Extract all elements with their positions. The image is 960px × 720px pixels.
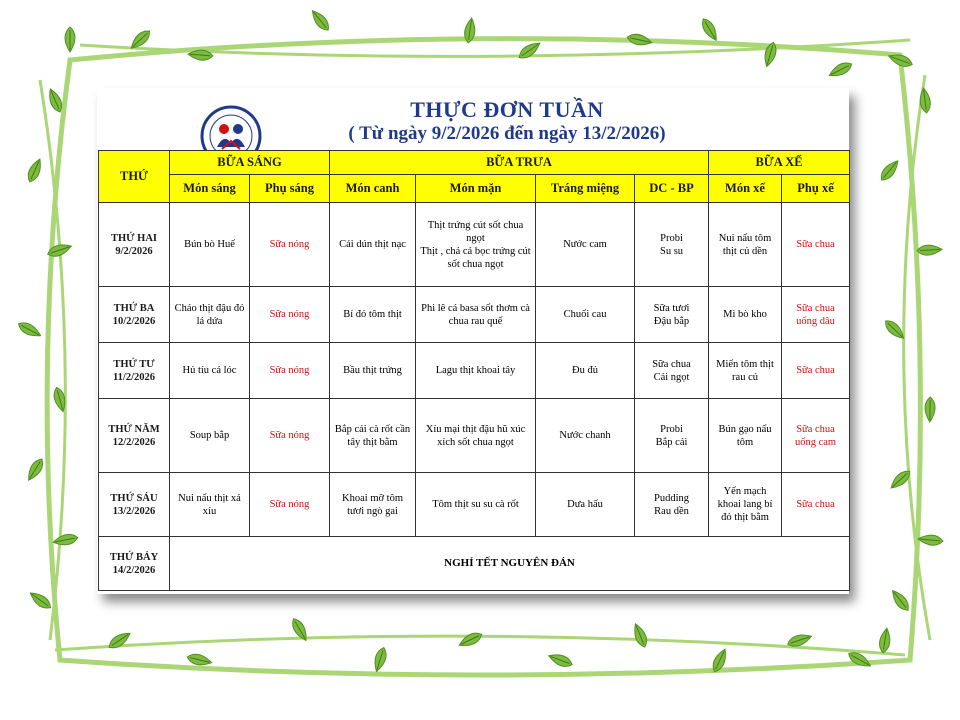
- cell-mon-xe: Nui nấu tôm thịt củ dền: [709, 203, 782, 287]
- cell-mon-xe: Mì bò kho: [709, 287, 782, 343]
- cell-mon-man: Thịt trứng cút sốt chua ngọt Thịt , chả cá bọc trứng cút sốt chua ngọt: [416, 203, 536, 287]
- leaf-icon: [878, 627, 892, 653]
- cell-phu-xe: Sữa chua uống dâu: [782, 287, 850, 343]
- day-cell: [99, 203, 170, 287]
- cell-phu-xe: Sữa chua: [782, 203, 850, 287]
- cell-trang-mieng: Đu đủ: [536, 343, 635, 399]
- leaf-icon: [24, 456, 46, 483]
- day-date: 10/2/2026: [112, 315, 156, 327]
- cell-trang-mieng: Chuối cau: [536, 287, 635, 343]
- cell-mon-canh: Khoai mỡ tôm tươi ngò gai: [330, 473, 416, 537]
- leaf-icon: [457, 630, 484, 650]
- header-mon-sang: Món sáng: [170, 175, 250, 203]
- day-cell: [99, 399, 170, 473]
- weekly-menu-table: [98, 150, 850, 591]
- cell-mon-sang: Bún bò Huế: [170, 203, 250, 287]
- leaf-icon: [918, 534, 944, 546]
- cell-mon-man: Phi lê cá basa sốt thơm cà chua rau quế: [416, 287, 536, 343]
- cell-trang-mieng: Dưa hấu: [536, 473, 635, 537]
- day-cell: [99, 537, 170, 591]
- cell-phu-xe: Sữa chua: [782, 343, 850, 399]
- cell-mon-canh: Bầu thịt trứng: [330, 343, 416, 399]
- cell-mon-sang: Hủ tíu cá lóc: [170, 343, 250, 399]
- leaf-icon: [25, 157, 44, 184]
- table-row: [99, 203, 850, 287]
- cell-trang-mieng: Nước cam: [536, 203, 635, 287]
- page-subtitle: ( Từ ngày 9/2/2026 đến ngày 13/2/2026): [348, 123, 666, 144]
- leaf-icon: [65, 27, 75, 52]
- cell-phu-sang: Sữa nóng: [250, 399, 330, 473]
- cell-trang-mieng: Nước chanh: [536, 399, 635, 473]
- cell-dc-bp: Probi Bắp cải: [635, 399, 709, 473]
- cell-phu-sang: Sữa nóng: [250, 203, 330, 287]
- leaf-icon: [52, 533, 78, 548]
- leaf-icon: [16, 319, 43, 340]
- leaf-icon: [917, 244, 942, 255]
- table-row: [99, 473, 850, 537]
- cell-dc-bp: Sữa chua Cải ngọt: [635, 343, 709, 399]
- cell-mon-man: Tôm thịt su su cà rốt: [416, 473, 536, 537]
- header-phu-xe: Phụ xế: [782, 175, 850, 203]
- header-mon-xe: Món xế: [709, 175, 782, 203]
- cell-mon-xe: Miến tôm thịt rau củ: [709, 343, 782, 399]
- day-date: 13/2/2026: [112, 505, 156, 517]
- header-mon-canh: Món canh: [330, 175, 416, 203]
- page-title: THỰC ĐƠN TUẦN: [410, 97, 604, 122]
- day-name: THỨ TƯ: [113, 358, 155, 370]
- header-dc-bp: DC - BP: [635, 175, 709, 203]
- day-name: THỨ NĂM: [108, 423, 160, 435]
- header-phu-sang: Phụ sáng: [250, 175, 330, 203]
- day-cell: [99, 287, 170, 343]
- table-row: [99, 287, 850, 343]
- cell-phu-xe: Sữa chua: [782, 473, 850, 537]
- leaf-icon: [626, 32, 653, 47]
- leaf-icon: [889, 587, 912, 613]
- table-row-holiday: [99, 537, 850, 591]
- cell-mon-sang: Cháo thịt đậu đỏ lá dứa: [170, 287, 250, 343]
- cell-phu-xe: Sữa chua uống cam: [782, 399, 850, 473]
- table-row: [99, 399, 850, 473]
- cell-dc-bp: Probi Su su: [635, 203, 709, 287]
- day-name: THỨ BA: [113, 302, 155, 314]
- day-date: 14/2/2026: [112, 564, 156, 576]
- cell-phu-sang: Sữa nóng: [250, 287, 330, 343]
- leaf-icon: [106, 629, 132, 651]
- leaf-icon: [309, 8, 333, 34]
- leaf-icon: [699, 16, 720, 43]
- leaf-icon: [631, 622, 650, 649]
- leaf-icon: [516, 39, 542, 62]
- cell-mon-xe: Bún gạo nấu tôm: [709, 399, 782, 473]
- header-bua-trua: BỮA TRƯA: [330, 151, 709, 175]
- cell-mon-canh: Bí đỏ tôm thịt: [330, 287, 416, 343]
- cell-mon-canh: Cải dún thịt nạc: [330, 203, 416, 287]
- table-row: [99, 343, 850, 399]
- day-cell: [99, 473, 170, 537]
- menu-sheet: [97, 88, 849, 594]
- leaf-icon: [878, 158, 902, 184]
- day-date: 9/2/2026: [115, 245, 153, 257]
- cell-mon-xe: Yến mạch khoai lang bí đỏ thịt bằm: [709, 473, 782, 537]
- day-date: 12/2/2026: [112, 436, 156, 448]
- cell-dc-bp: Pudding Rau dền: [635, 473, 709, 537]
- header-bua-xe: BỮA XẾ: [709, 151, 850, 175]
- leaf-icon: [547, 651, 574, 669]
- holiday-note: NGHỈ TẾT NGUYÊN ĐÁN: [170, 537, 850, 591]
- header-mon-man: Món mặn: [416, 175, 536, 203]
- day-name: THỨ HAI: [111, 232, 157, 244]
- cell-dc-bp: Sữa tươi Đậu bắp: [635, 287, 709, 343]
- leaf-icon: [827, 60, 854, 80]
- header-trang-mieng: Tráng miệng: [536, 175, 635, 203]
- cell-mon-sang: Soup bắp: [170, 399, 250, 473]
- cell-phu-sang: Sữa nóng: [250, 473, 330, 537]
- cell-mon-sang: Nui nấu thịt xá xíu: [170, 473, 250, 537]
- cell-phu-sang: Sữa nóng: [250, 343, 330, 399]
- leaf-icon: [186, 652, 213, 667]
- cell-mon-canh: Bắp cải cà rốt cần tây thịt bằm: [330, 399, 416, 473]
- leaf-icon: [925, 397, 935, 422]
- header-thu: THỨ: [99, 151, 170, 203]
- day-cell: [99, 343, 170, 399]
- day-name: THỨ SÁU: [110, 492, 158, 504]
- header-bua-sang: BỮA SÁNG: [170, 151, 330, 175]
- leaf-icon: [372, 646, 389, 673]
- cell-mon-man: Lagu thịt khoai tây: [416, 343, 536, 399]
- cell-mon-man: Xíu mại thịt đậu hũ xúc xích sốt chua ngọt: [416, 399, 536, 473]
- day-date: 11/2/2026: [112, 371, 155, 383]
- day-name: THỨ BẢY: [109, 551, 159, 563]
- leaf-icon: [27, 589, 53, 612]
